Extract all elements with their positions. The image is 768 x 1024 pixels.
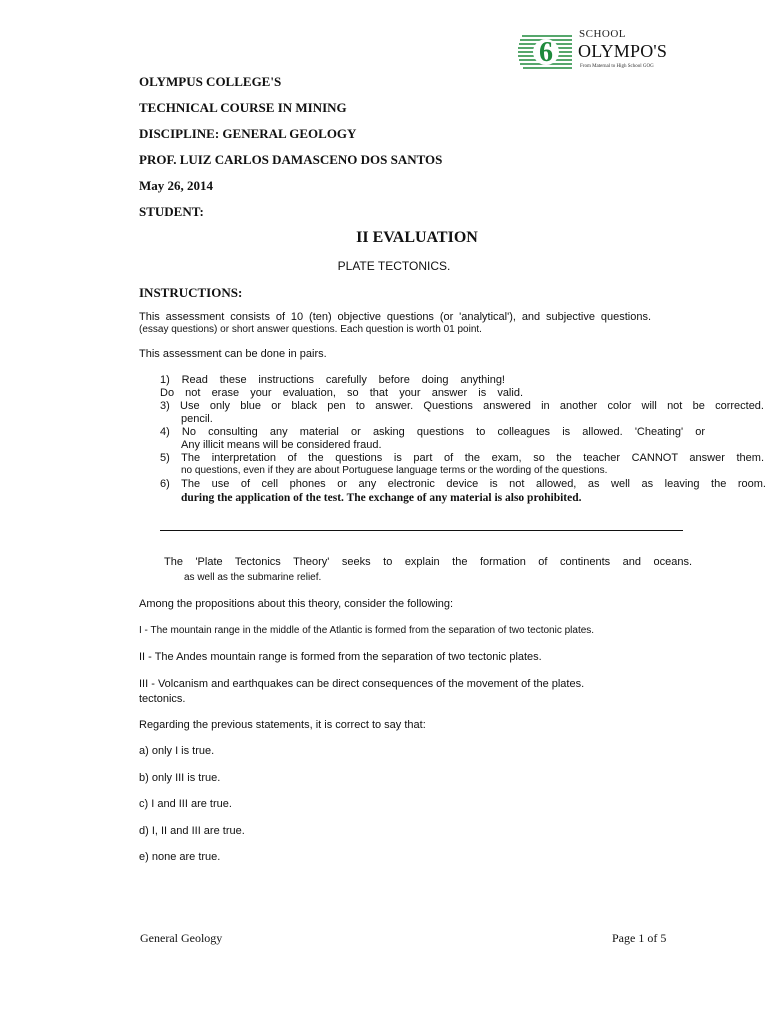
school-logo (516, 28, 682, 74)
question-intro-line1: The 'Plate Tectonics Theory' seeks to explain the formation of continents and oceans. (164, 556, 692, 568)
instructions-heading: INSTRUCTIONS: (139, 285, 243, 300)
page-subtitle: PLATE TECTONICS. (337, 259, 451, 273)
instruction-item-4b: Any illicit means will be considered fraud. (181, 439, 382, 451)
course-name: TECHNICAL COURSE IN MINING (139, 100, 347, 115)
instruction-item-4: 4) No consulting any material or asking questions to colleagues is allowed. 'Cheating' or (160, 426, 705, 438)
instruction-item-5b: no questions, even if they are about Portuguese language terms or the wording of the questions. (181, 465, 608, 476)
instructions-para1-line1: This assessment consists of 10 (ten) objective questions (or 'analytical'), and subjective questions. (139, 311, 651, 323)
question-intro-line2: as well as the submarine relief. (184, 572, 322, 583)
footer-discipline: General Geology (140, 931, 223, 945)
proposition-3-line2: tectonics. (139, 693, 186, 705)
exam-date: May 26, 2014 (139, 178, 214, 193)
option-d: d) I, II and III are true. (139, 825, 245, 837)
section-divider (160, 530, 683, 531)
option-c: c) I and III are true. (139, 798, 232, 810)
instructions-para1-line2: (essay questions) or short answer questions. Each question is worth 01 point. (139, 324, 482, 335)
instruction-item-6: 6) The use of cell phones or any electronic device is not allowed, as well as leaving the room. (160, 478, 766, 490)
option-a: a) only I is true. (139, 745, 215, 757)
logo-tagline: From Maternal to High School GOG (580, 64, 654, 69)
instruction-item-3b: pencil. (181, 413, 213, 425)
instruction-item-1: 1) Read these instructions carefully before doing anything! (160, 374, 505, 386)
footer-page-number: Page 1 of 5 (612, 931, 667, 945)
logo-school-text: SCHOOL (579, 28, 627, 40)
proposition-3-line1: III - Volcanism and earthquakes can be direct consequences of the movement of the plates. (139, 678, 585, 690)
instruction-item-6b: during the application of the test. The exchange of any material is also prohibited. (181, 492, 582, 504)
instruction-item-3: 3) Use only blue or black pen to answer. Questions answered in another color will not be corrected. (160, 400, 764, 412)
page-title: II EVALUATION (356, 229, 478, 246)
proposition-2: II - The Andes mountain range is formed from the separation of two tectonic plates. (139, 651, 542, 663)
instruction-item-5: 5) The interpretation of the questions is part of the exam, so the teacher CANNOT answer them. (160, 452, 764, 464)
question-prompt: Among the propositions about this theory, consider the following: (139, 598, 454, 610)
proposition-1: I - The mountain range in the middle of the Atlantic is formed from the separation of two tectonic plates. (139, 625, 595, 636)
student-label: STUDENT: (139, 204, 204, 219)
instructions-para2: This assessment can be done in pairs. (139, 348, 327, 360)
question-ask: Regarding the previous statements, it is correct to say that: (139, 719, 426, 731)
college-name: OLYMPUS COLLEGE'S (139, 74, 282, 89)
svg-text:6: 6 (539, 37, 553, 68)
professor: PROF. LUIZ CARLOS DAMASCENO DOS SANTOS (139, 152, 443, 167)
option-b: b) only III is true. (139, 772, 221, 784)
option-e: e) none are true. (139, 851, 221, 863)
logo-name-text: OLYMPO'S (578, 41, 668, 61)
instruction-item-1b: Do not erase your evaluation, so that your answer is valid. (160, 387, 523, 399)
olympos-logo-emblem-icon (516, 28, 576, 74)
discipline: DISCIPLINE: GENERAL GEOLOGY (139, 126, 357, 141)
